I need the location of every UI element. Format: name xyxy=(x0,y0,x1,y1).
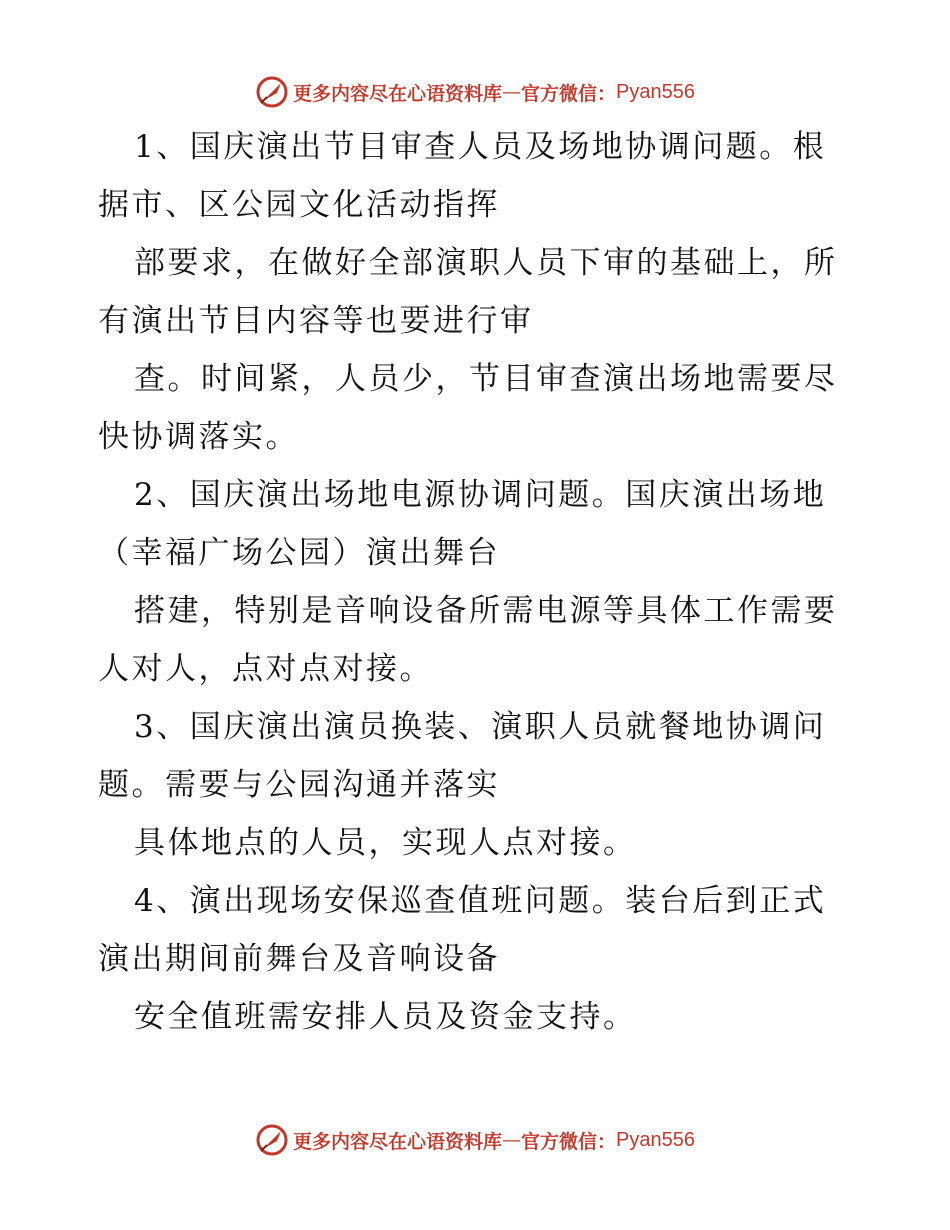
paragraph xyxy=(98,582,858,698)
paragraph xyxy=(98,988,858,1046)
footer-wechat-id: Pyan556 xyxy=(616,1128,695,1151)
header-promo-text: 更多内容尽在心语资料库 xyxy=(293,82,503,105)
header-dash: — xyxy=(502,81,522,103)
footer-wechat-label: 官方微信： xyxy=(521,1130,617,1153)
footer-dash: — xyxy=(502,1129,522,1151)
paragraph xyxy=(98,698,858,814)
paragraph-line: 1、国庆演出节目审查人员及场地协调问题。根 xyxy=(134,129,827,165)
quill-logo-icon xyxy=(255,75,289,109)
document-body xyxy=(98,118,858,1046)
header-wechat-id: Pyan556 xyxy=(616,80,695,103)
footer-promo-text: 更多内容尽在心语资料库 xyxy=(293,1130,503,1153)
paragraph xyxy=(98,466,858,582)
paragraph-line: （幸福广场公园）演出舞台 xyxy=(98,535,500,571)
paragraph-line: 演出期间前舞台及音响设备 xyxy=(98,941,500,977)
paragraph-line: 据市、区公园文化活动指挥 xyxy=(98,187,500,223)
header-banner xyxy=(0,72,950,112)
paragraph xyxy=(98,872,858,988)
paragraph-line: 部要求，在做好全部演职人员下审的基础上，所 xyxy=(134,245,838,281)
paragraph-line: 4、演出现场安保巡查值班问题。装台后到正式 xyxy=(134,883,827,919)
paragraph-line: 人对人，点对点对接。 xyxy=(98,651,433,687)
paragraph-line: 3、国庆演出演员换装、演职人员就餐地协调问 xyxy=(134,709,827,745)
paragraph-line: 快协调落实。 xyxy=(98,419,299,455)
paragraph xyxy=(98,350,858,466)
footer-banner xyxy=(0,1120,950,1160)
paragraph-line: 有演出节目内容等也要进行审 xyxy=(98,303,534,339)
paragraph-line: 安全值班需安排人员及资金支持。 xyxy=(134,999,637,1035)
paragraph-line: 题。需要与公园沟通并落实 xyxy=(98,767,500,803)
paragraph xyxy=(98,814,858,872)
paragraph-line: 查。时间紧，人员少，节目审查演出场地需要尽 xyxy=(134,361,838,397)
paragraph-line: 搭建，特别是音响设备所需电源等具体工作需要 xyxy=(134,593,838,629)
paragraph xyxy=(98,118,858,234)
paragraph-line: 具体地点的人员，实现人点对接。 xyxy=(134,825,637,861)
paragraph-line: 2、国庆演出场地电源协调问题。国庆演出场地 xyxy=(134,477,827,513)
quill-logo-icon xyxy=(255,1123,289,1157)
header-wechat-label: 官方微信： xyxy=(521,82,617,105)
paragraph xyxy=(98,234,858,350)
